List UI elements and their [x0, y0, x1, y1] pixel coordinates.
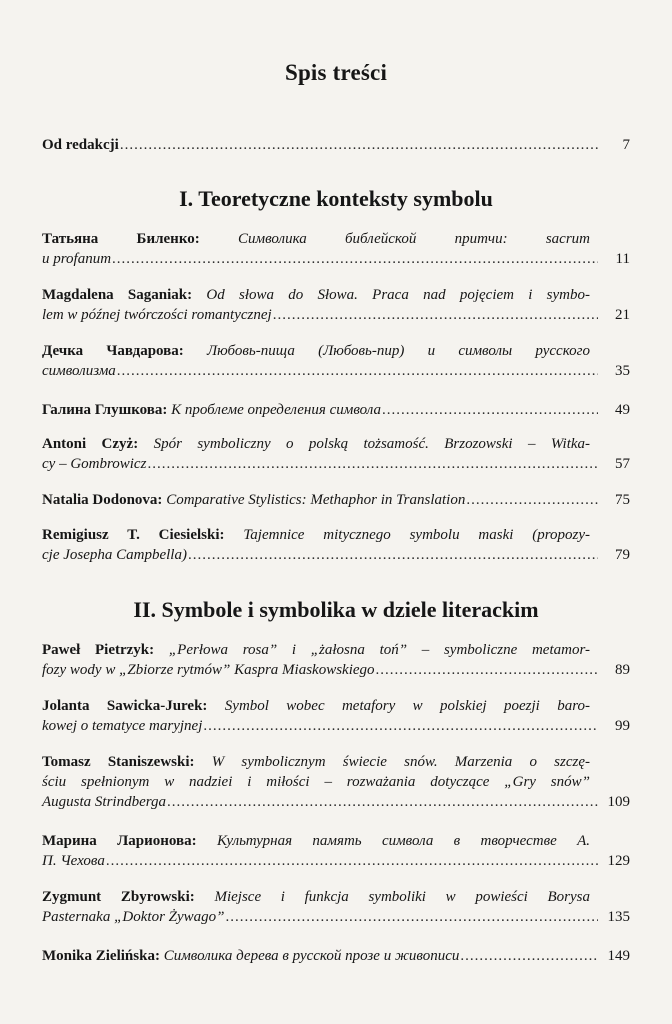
toc-entry-line	[42, 249, 630, 269]
toc-entry-line	[42, 831, 590, 851]
dot-leader	[188, 545, 598, 565]
page-number: 89	[615, 662, 630, 678]
dot-leader	[112, 249, 598, 269]
toc-entry-intro[interactable]	[42, 135, 630, 155]
dot-leader	[466, 490, 598, 510]
toc-entry-line	[42, 454, 630, 474]
toc-entry[interactable]	[42, 400, 630, 420]
page-title: Spis treści	[284, 60, 388, 85]
toc-entry-line	[42, 545, 630, 565]
entry-title: u profanum	[42, 251, 112, 267]
entry-title: Augusta Strindberga	[42, 794, 167, 810]
dot-leader	[376, 660, 598, 680]
entry-title: П. Чехова	[42, 853, 105, 869]
entry-author: Monika Zielińska:	[42, 948, 160, 964]
toc-entry[interactable]	[42, 490, 630, 510]
toc-entry-line	[42, 696, 590, 716]
entry-title: Comparative Stylistics: Methaphor in Translation	[166, 492, 466, 508]
page-number: 57	[615, 456, 630, 472]
page-number: 149	[607, 948, 630, 964]
entry-author: Od redakcji	[42, 137, 119, 153]
entry-title: cje Josepha Campbella)	[42, 547, 187, 563]
toc-entry-line	[42, 660, 630, 680]
entry-title: W symbolicznym świecie snów. Marzenia o szczę-	[211, 754, 590, 770]
toc-entry-line	[42, 229, 590, 249]
toc-entry-line	[42, 490, 630, 510]
page-number: 129	[607, 853, 630, 869]
entry-author: Татьяна Биленко:	[42, 231, 200, 247]
dot-leader	[203, 716, 598, 736]
page-number: 135	[607, 909, 630, 925]
toc-entry[interactable]	[42, 434, 630, 474]
entry-title: Символика дерева в русской прозе и живописи	[163, 948, 460, 964]
toc-entry-line	[42, 305, 630, 325]
toc-entry[interactable]	[42, 696, 630, 736]
toc-entry-line	[42, 792, 630, 812]
toc-entry[interactable]	[42, 341, 630, 381]
toc-entry[interactable]	[42, 229, 630, 269]
dot-leader	[167, 792, 598, 812]
entry-author: Zygmunt Zbyrowski:	[42, 889, 195, 905]
dot-leader	[106, 851, 598, 871]
entry-author: Antoni Czyż:	[42, 436, 139, 452]
entry-text	[42, 490, 465, 510]
dot-leader	[460, 946, 598, 966]
entry-author: Jolanta Sawicka-Jurek:	[42, 698, 208, 714]
toc-entry-line	[42, 640, 590, 660]
entry-text	[42, 946, 459, 966]
page-number: 49	[615, 402, 630, 418]
dot-leader	[117, 361, 598, 381]
entry-title: символизма	[42, 363, 116, 379]
page-number: 79	[615, 547, 630, 563]
dot-leader	[382, 400, 598, 420]
toc-entry[interactable]	[42, 946, 630, 966]
toc-entry[interactable]	[42, 640, 630, 680]
toc-entry[interactable]	[42, 887, 630, 927]
dot-leader	[226, 907, 598, 927]
page-number: 99	[615, 718, 630, 734]
entry-author: Paweł Pietrzyk:	[42, 642, 155, 658]
dot-leader	[273, 305, 598, 325]
page-number: 11	[615, 251, 630, 267]
entry-author: Natalia Dodonova:	[42, 492, 163, 508]
toc-entry-line	[42, 907, 630, 927]
toc-entry-line	[42, 752, 590, 772]
entry-author: Tomasz Staniszewski:	[42, 754, 195, 770]
toc-entry-line	[42, 400, 630, 420]
entry-title: К проблеме определения символа	[171, 402, 381, 418]
entry-title: Od słowa do Słowa. Praca nad pojęciem i symbo-	[206, 287, 590, 303]
entry-title: Pasternaka „Doktor Żywago”	[42, 909, 225, 925]
page-number: 21	[615, 307, 630, 323]
entry-author: Magdalena Saganiak:	[42, 287, 193, 303]
toc-entry-line	[42, 946, 630, 966]
section-title-2: II. Symbole i symbolika w dziele literackim	[133, 597, 539, 622]
entry-title: lem w późnej twórczości romantycznej	[42, 307, 272, 323]
toc-entry-line	[42, 361, 630, 381]
toc-entry-line	[42, 851, 630, 871]
entry-author: Галина Глушкова:	[42, 402, 168, 418]
toc-entry[interactable]	[42, 285, 630, 325]
toc-entry-line	[42, 135, 630, 155]
entry-text	[42, 400, 381, 420]
entry-title: Symbol wobec metafory w polskiej poezji baro-	[224, 698, 590, 714]
entry-title: cy – Gombrowicz	[42, 456, 147, 472]
page-number: 35	[615, 363, 630, 379]
entry-title: Spór symboliczny o polską tożsamość. Brzozowski – Witka-	[153, 436, 590, 452]
toc-entry-line	[42, 716, 630, 736]
toc-entry-line	[42, 341, 590, 361]
entry-author: Дечка Чавдарова:	[42, 343, 184, 359]
entry-title: fozy wody w „Zbiorze rytmów” Kaspra Miaskowskiego	[42, 662, 375, 678]
toc-entry-line	[42, 887, 590, 907]
entry-title: Культурная память символа в творчестве А.	[217, 833, 590, 849]
entry-title: „Perłowa rosa” i „żałosna toń” – symboliczne metamor-	[168, 642, 590, 658]
entry-title: Любовь-пища (Любовь-пир) и символы русского	[207, 343, 590, 359]
entry-title: ściu spełnionym w nadziei i miłości – rozważania dotyczące „Gry snów”	[42, 774, 590, 790]
toc-entry-line	[42, 285, 590, 305]
page-number: 75	[615, 492, 630, 508]
page-number: 7	[622, 137, 630, 153]
page-number: 109	[607, 794, 630, 810]
entry-title: Tajemnice mitycznego symbolu maski (propozy-	[243, 527, 590, 543]
toc-entry-line	[42, 434, 590, 454]
dot-leader	[120, 135, 598, 155]
dot-leader	[147, 454, 598, 474]
toc-entry[interactable]	[42, 525, 630, 565]
entry-title: kowej o tematyce maryjnej	[42, 718, 203, 734]
toc-entry[interactable]	[42, 831, 630, 871]
entry-author: Марина Ларионова:	[42, 833, 197, 849]
entry-author: Remigiusz T. Ciesielski:	[42, 527, 225, 543]
section-title-1: I. Teoretyczne konteksty symbolu	[179, 186, 493, 211]
entry-title: Miejsce i funkcja symboliki w powieści Borysa	[214, 889, 590, 905]
toc-entry-line	[42, 525, 590, 545]
entry-title: Символика библейской притчи: sacrum	[238, 231, 590, 247]
toc-entry[interactable]	[42, 752, 630, 812]
